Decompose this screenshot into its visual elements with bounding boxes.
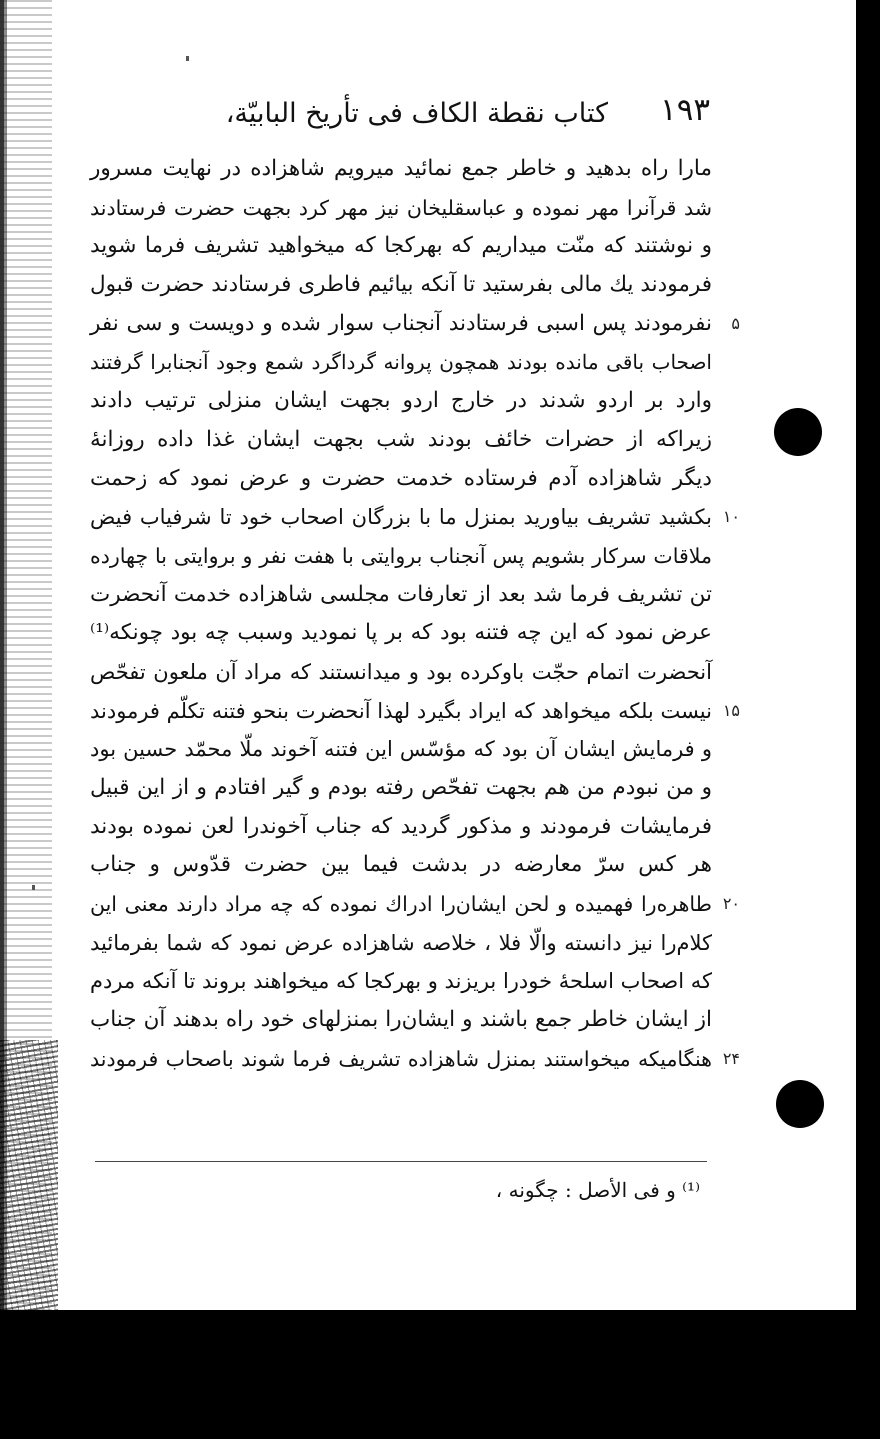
line-text: ملاقات سرکار بشویم پس آنجناب بروایتی با هفت نفر و بروایتی با چهارده: [90, 543, 712, 568]
text-line: [90, 1001, 712, 1040]
line-text: و فرمایش ایشان آن بود که مؤسّس این فتنه آخوند ملّا محمّد حسین بود: [90, 737, 712, 762]
line-text: نیست بلکه میخواهد که ایراد بگیرد لهذا آنحضرت بنحو فتنه تکلّم فرمودند: [90, 698, 712, 723]
footnote-rule: [95, 1161, 707, 1162]
text-line: [90, 382, 712, 421]
line-text: که اصحاب اسلحهٔ خودرا بریزند و بهرکجا که میخواهند بروند تا آنکه مردم: [90, 969, 712, 994]
text-line: [90, 653, 712, 692]
line-number: ۱۵: [722, 700, 740, 720]
line-number: ۲۴: [722, 1048, 740, 1068]
punch-hole: [774, 408, 822, 456]
line-text: وارد بر اردو شدند در خارج اردو بجهت ایشان منزلی ترتیب دادند: [90, 388, 712, 414]
text-line: [90, 343, 712, 382]
running-title: کتاب نقطة الکاف فی تأریخ البابیّة،: [225, 98, 608, 129]
line-text: هنگامیکه میخواستند بمنزل شاهزاده تشریف فرما شوند باصحاب فرمودند: [90, 1046, 712, 1071]
scanner-background: [856, 0, 880, 1310]
line-number: ۱۰: [722, 507, 740, 527]
line-text: تن تشریف فرما شد بعد از تعارفات مجلسی شاهزاده خدمت آنحضرت: [90, 581, 712, 607]
text-line: [90, 1040, 740, 1079]
line-text: آنحضرت اتمام حجّت باوکرده بود و میدانستند که مراد آن ملعون تفحّص: [90, 659, 712, 684]
text-line: [90, 614, 712, 653]
scan-edge-noise: [0, 1040, 58, 1310]
line-number: ۲۰: [722, 894, 740, 914]
text-line: [90, 460, 712, 499]
line-text: هر کس سرّ معارضه در بدشت فیما بین حضرت قدّوس و جناب: [90, 852, 712, 878]
text-line: [90, 537, 712, 576]
text-line: [90, 846, 712, 885]
page-header: [140, 92, 710, 142]
line-number: ۵: [731, 313, 740, 333]
text-line: [90, 962, 712, 1001]
text-line: [90, 730, 712, 769]
text-line: [90, 150, 712, 189]
scan-speck: [186, 56, 189, 61]
line-text: دیگر شاهزاده آدم فرستاده خدمت حضرت و عرض نمود که زحمت: [90, 465, 712, 491]
line-text: و نوشتند که منّت میداریم که بهرکجا که میخواهید تشریف فرما شوید: [90, 233, 712, 259]
text-line: [90, 576, 712, 615]
line-text: کلام‌را نیز دانسته والّا فلا ، خلاصه شاهزاده عرض نمود که شما بفرمائید: [90, 930, 712, 955]
line-text: نفرمودند پس اسبی فرستادند آنجناب سوار شده و دویست و سی نفر: [90, 310, 712, 336]
page-number: ۱۹۳: [660, 92, 710, 128]
line-text: از ایشان خاطر جمع باشند و ایشان‌را بمنزلهای خود راه بدهند آن جناب: [90, 1007, 712, 1033]
line-text: زیراکه از حضرات خائف بودند شب بجهت ایشان غذا داده روزانهٔ: [90, 426, 712, 452]
footnote: ⁽¹⁾ و فی الأصل : چگونه ،: [495, 1178, 700, 1202]
body-text: [90, 150, 740, 1079]
text-line: [90, 885, 740, 924]
text-line: [90, 189, 712, 228]
text-line: [90, 924, 712, 963]
text-line: [90, 692, 740, 731]
line-text: عرض نمود که این چه فتنه بود که بر پا نمودید وسبب چه بود چونکه⁽¹⁾: [90, 620, 712, 646]
line-text: و من نبودم من هم بجهت تفحّص رفته بودم و گیر افتادم و از این قبیل: [90, 775, 712, 800]
text-line: [90, 305, 740, 344]
text-line: [90, 421, 712, 460]
punch-hole: [776, 1080, 824, 1128]
line-text: فرمایشات فرمودند و مذکور گردید که جناب آخوندرا لعن نموده بودند: [90, 813, 712, 839]
line-text: شد قرآنرا مهر نموده و عباسقلیخان نیز مهر کرد بجهت حضرت فرستادند: [90, 195, 712, 220]
text-line: [90, 227, 712, 266]
text-line: [90, 769, 712, 808]
text-line: [90, 808, 712, 847]
line-text: فرمودند یك مالی بفرستید تا آنکه بیائیم فاطری فرستادند حضرت قبول: [90, 272, 713, 298]
line-text: طاهره‌را فهمیده و لحن ایشان‌را ادراك نموده که چه مراد دارند معنی این: [90, 892, 712, 917]
text-line: [90, 266, 712, 305]
line-text: اصحاب باقی مانده بودند همچون پروانه گرداگرد شمع وجود آنجنابرا گرفتند: [90, 350, 712, 375]
line-text: مارا راه بدهید و خاطر جمع نمائید میرویم شاهزاده در نهایت مسرور: [90, 156, 713, 181]
scan-speck: [32, 885, 35, 890]
text-line: [90, 498, 740, 537]
line-text: بکشید تشریف بیاورید بمنزل ما با بزرگان اصحاب خود تا شرفیاب فیض: [90, 505, 712, 530]
